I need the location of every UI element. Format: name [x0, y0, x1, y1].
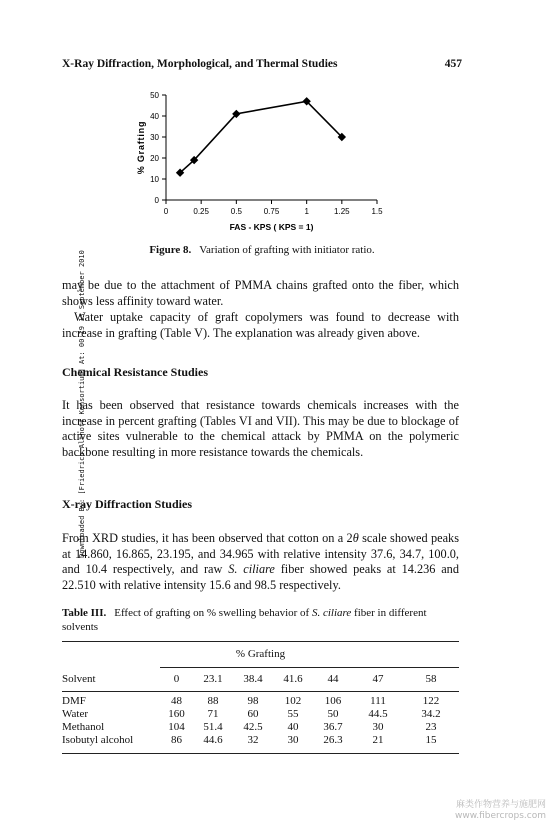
- y-axis-label: % Grafting: [136, 120, 146, 175]
- table-caption-a: Effect of grafting on % swelling behavior of: [114, 607, 312, 619]
- swelling-value-cell: 48: [171, 695, 182, 707]
- x-tick-label: 0.25: [193, 207, 209, 216]
- swelling-value-cell: 30: [372, 721, 384, 733]
- paragraph-4: [62, 531, 459, 593]
- paragraph-2: Water uptake capacity of graft copolymers was found to decrease with increase in grafting (Table V). The explanation was already given above.: [62, 310, 459, 340]
- series-line: [180, 101, 342, 172]
- swelling-value-cell: 40: [287, 721, 299, 733]
- swelling-value-cell: 88: [207, 695, 219, 707]
- swelling-value-cell: 36.7: [323, 721, 343, 733]
- y-tick-label: 40: [150, 112, 159, 121]
- table-bottom-rule: [62, 753, 459, 754]
- grafting-column-header: 0: [173, 673, 180, 685]
- solvent-cell: Methanol: [62, 721, 105, 733]
- watermark-line-1: 麻类作物营养与施肥网: [455, 800, 546, 810]
- table-caption: [62, 606, 459, 634]
- swelling-value-cell: 42.5: [243, 721, 263, 733]
- table-group-rule: [160, 667, 459, 668]
- swelling-value-cell: 15: [425, 734, 437, 746]
- solvent-header: Solvent: [62, 673, 96, 685]
- heading-chemical-resistance: Chemical Resistance Studies: [62, 365, 208, 379]
- x-tick-label: 0: [163, 207, 169, 216]
- table-header-rule: [62, 691, 459, 692]
- swelling-value-cell: 86: [171, 734, 182, 746]
- swelling-value-cell: 30: [287, 734, 299, 746]
- figure-caption-text: Variation of grafting with initiator ratio.: [199, 244, 375, 256]
- y-tick-label: 50: [150, 91, 159, 100]
- swelling-value-cell: 160: [168, 708, 185, 720]
- swelling-value-cell: 51.4: [203, 721, 223, 733]
- data-table-body: [62, 695, 459, 747]
- swelling-value-cell: 71: [207, 708, 219, 720]
- x-tick-label: 0.5: [230, 207, 242, 216]
- solvent-cell: Water: [62, 708, 88, 720]
- download-stamp: Downloaded By: [Friedrich Althoff Konsortium] At: 00:19 13 September 2010: [78, 250, 86, 558]
- swelling-value-cell: 55: [287, 708, 299, 720]
- watermark: [455, 800, 546, 822]
- swelling-value-cell: 122: [422, 695, 440, 707]
- x-tick-label: 1.5: [371, 207, 383, 216]
- x-tick-label: 1.25: [334, 207, 350, 216]
- solvent-cell: Isobutyl alcohol: [62, 734, 134, 746]
- x-tick-label: 1: [304, 207, 309, 216]
- table-row: [62, 695, 459, 708]
- heading-xrd: X-ray Diffraction Studies: [62, 497, 192, 511]
- y-tick-label: 30: [150, 133, 159, 142]
- swelling-value-cell: 34.2: [421, 708, 441, 720]
- swelling-value-cell: 60: [247, 708, 259, 720]
- table-row: [62, 721, 459, 734]
- swelling-value-cell: 21: [372, 734, 384, 746]
- swelling-value-cell: 98: [247, 695, 259, 707]
- p4-text-a: From XRD studies, it has been observed that cotton on a 2: [62, 531, 353, 545]
- data-table: [62, 673, 459, 686]
- table-row: [62, 708, 459, 721]
- swelling-value-cell: 111: [370, 695, 386, 707]
- table-header-row: [62, 673, 459, 686]
- paragraph-1: may be due to the attachment of PMMA chains grafted onto the fiber, which shows less affinity toward water.: [62, 278, 459, 308]
- grafting-column-header: 41.6: [283, 673, 303, 685]
- x-tick-label: 0.75: [263, 207, 280, 216]
- x-axis-label: FAS - KPS ( KPS = 1): [229, 222, 314, 232]
- watermark-line-2: www.fibercrops.com: [455, 811, 546, 821]
- paragraph-3: It has been observed that resistance towards chemicals increases with the increase in percent grafting (Tables VI and VII). This may be due to blockage of active sites vulnerable to the chemical attack by PMMA on the polymeric backbone resulting in more resistance towards the chemicals.: [62, 398, 459, 459]
- solvent-cell: DMF: [62, 695, 86, 707]
- swelling-value-cell: 50: [327, 708, 339, 720]
- y-tick-label: 20: [150, 154, 159, 163]
- species-name: S. ciliare: [228, 562, 275, 577]
- swelling-value-cell: 23: [425, 721, 437, 733]
- grafting-column-header: 58: [425, 673, 437, 685]
- table-caption-b: fiber in different solvents: [62, 607, 427, 633]
- theta-symbol: θ: [352, 531, 359, 545]
- running-head-title: X-Ray Diffraction, Morphological, and Thermal Studies: [62, 58, 338, 70]
- p4-text-c: fiber showed peaks at 14.236 and 22.510 with relative intensity 15.6 and 98.5 respectively.: [62, 562, 459, 592]
- swelling-value-cell: 106: [324, 695, 342, 707]
- swelling-value-cell: 32: [247, 734, 259, 746]
- y-tick-label: 10: [150, 175, 159, 184]
- figure-caption: [62, 244, 462, 256]
- running-head: [62, 58, 462, 70]
- table-label: Table III.: [62, 607, 107, 619]
- swelling-value-cell: 44.5: [368, 708, 388, 720]
- grafting-column-header: 47: [372, 673, 384, 685]
- swelling-value-cell: 44.6: [203, 734, 223, 746]
- table-top-rule: [62, 641, 459, 642]
- swelling-value-cell: 26.3: [323, 734, 343, 746]
- p4-text-b: scale showed peaks at 14.860, 16.865, 23.195, and 34.965 with relative intensity 37.6, 34.7, 100.0, and 10.4 respectively, and raw: [62, 531, 459, 577]
- figure-label: Figure 8.: [149, 244, 192, 256]
- swelling-value-cell: 102: [284, 695, 302, 707]
- table-group-header: % Grafting: [235, 648, 286, 660]
- table-row: [62, 734, 459, 747]
- y-tick-label: 0: [154, 196, 159, 205]
- grafting-chart: [130, 85, 400, 240]
- grafting-column-header: 23.1: [203, 673, 223, 685]
- grafting-column-header: 38.4: [243, 673, 263, 685]
- grafting-column-header: 44: [327, 673, 339, 685]
- swelling-value-cell: 104: [168, 721, 185, 733]
- table-caption-species: S. ciliare: [311, 607, 352, 619]
- page-number: 457: [444, 58, 462, 70]
